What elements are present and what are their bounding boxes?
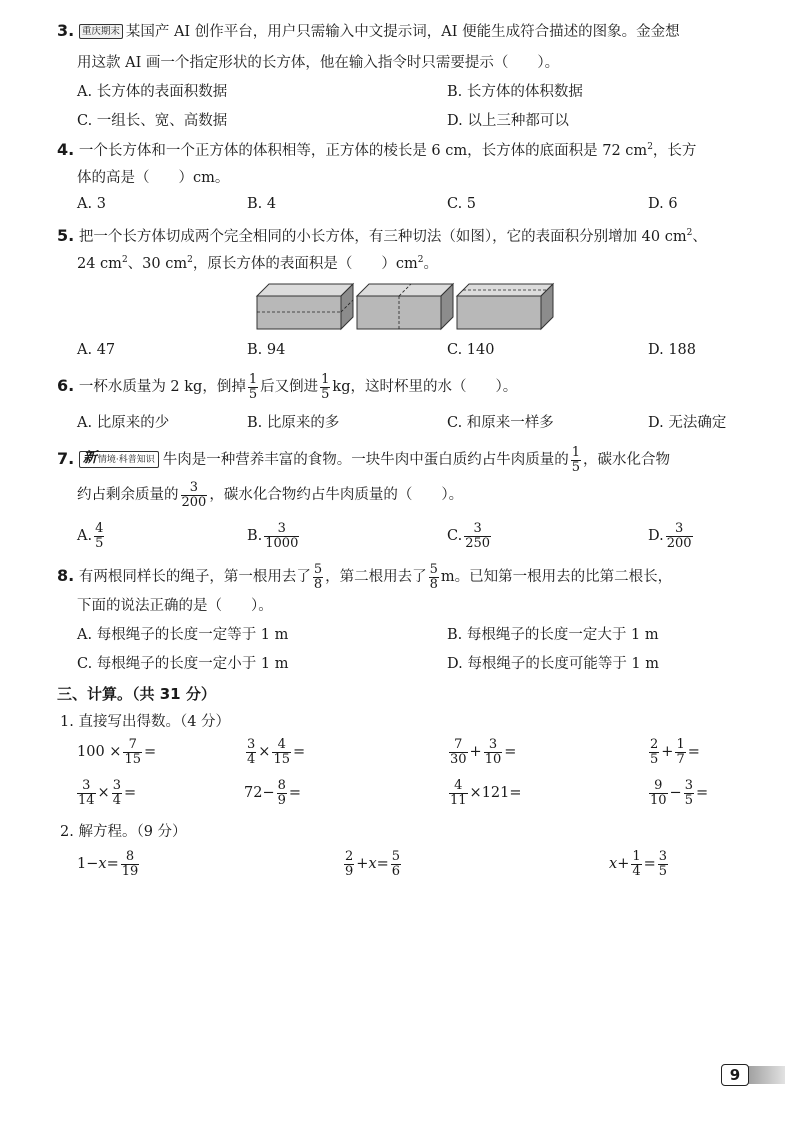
q4-option-a: A. 3 [77,196,106,212]
q7-option-c-label: C. [447,528,463,545]
q8-t2: ，第二根用去了 [325,569,427,586]
section3-sub1: 1. 直接写出得数。（4 分） [60,714,231,730]
calc-1-eq: = [143,744,157,761]
calc-5-frac-2 [112,779,122,807]
eq-3-frac-1 [631,850,641,878]
q7-option-a-fraction [94,522,104,550]
q7-option-d-fraction [666,522,693,550]
q5-cuboid-figure [255,282,555,332]
q8-line2: 下面的说法正确的是（ ）。 [77,598,273,614]
calc-3-d1: 30 [450,751,467,767]
q7-f1-den: 5 [571,459,580,475]
eq-3-n1: 1 [632,849,641,864]
q7-option-c [447,522,493,550]
q8-option-d: D. 每根绳子的长度可能等于 1 m [447,656,660,672]
equation-2 [342,850,403,878]
calc-5-n1: 3 [77,779,96,794]
q7-a-num: 4 [95,521,104,536]
calc-5 [75,779,136,807]
q6-f2-num: 1 [321,372,330,387]
calc-8-frac-2 [684,779,694,807]
box-horizontal-cut [257,284,353,329]
q8-option-b: B. 每根绳子的长度一定大于 1 m [447,627,659,643]
calc-6 [244,779,301,807]
q7-option-d-label: D. [648,528,664,545]
calc-5-d2: 4 [112,792,121,808]
q8-t3: m。已知第一根用去的比第二根长， [440,569,673,586]
q6-t1: 一杯水质量为 2 kg，倒掉 [78,379,246,396]
calc-3-frac-1 [449,738,468,766]
q3-option-c: C. 一组长、宽、高数据 [77,113,228,129]
eq-2-n1: 2 [345,849,354,864]
q5-sup-2: 2 [121,255,128,265]
q7-a-den: 5 [95,535,104,551]
calc-3-eq: = [504,744,517,761]
q5-sup-1: 2 [686,228,693,238]
q8-f1-num: 5 [313,562,323,577]
q5-line2 [77,252,438,273]
calc-6-pre: 72− [244,785,275,802]
calc-5-op: × [97,785,110,802]
q7-t3: 约占剩余质量的 [77,487,179,504]
q5-line2-c: ，原长方体的表面积是（ ）cm [192,256,418,272]
q5-option-a: A. 47 [77,342,116,358]
calc-3-n2: 3 [484,738,503,753]
q8-option-a: A. 每根绳子的长度一定等于 1 m [77,627,289,643]
eq-2-plus: + [356,856,369,873]
q4-number: 4. [57,140,75,159]
q6-option-c: C. 和原来一样多 [447,415,554,431]
q5-line2-end: 。 [423,256,438,272]
q7-t4: ，碳水化合物约占牛肉质量的（ ）。 [209,487,464,504]
q7-fraction-1 [571,446,581,474]
calc-6-frac [277,779,287,807]
eq-1-var: x [98,856,107,873]
eq-3-frac-2 [658,850,668,878]
box-side-cut [457,284,553,329]
q7-line2 [77,481,463,509]
calc-3-n1: 7 [449,738,468,753]
q8-fraction-2 [429,563,439,591]
q6-f1-den: 5 [248,386,258,402]
calc-4 [647,738,700,766]
q7-fraction-2 [181,481,208,509]
calc-7 [447,779,522,807]
q4-line2: 体的高是（ ）cm。 [77,170,230,186]
calc-2-frac-2 [272,738,291,766]
calc-2-op: × [258,744,271,761]
eq-1-n: 8 [121,850,140,865]
q6-fraction-1 [248,373,258,401]
calc-3 [447,738,516,766]
q7-b-num: 3 [264,522,299,537]
calc-8-frac-1 [649,779,668,807]
calc-7-post: ×121= [469,785,522,802]
calc-8-d2: 5 [684,792,693,808]
q5-number: 5. [57,226,75,245]
q8-f2-num: 5 [429,562,438,577]
calc-3-op: + [469,744,482,761]
eq-3-n2: 3 [658,849,668,864]
calc-4-op: + [661,744,674,761]
q5-option-d: D. 188 [648,342,697,358]
q7-option-c-fraction [464,522,491,550]
eq-3-d1: 4 [632,863,641,879]
eq-2-n2: 5 [391,849,401,864]
q5-sup-4: 2 [417,255,424,265]
q3-line2: 用这款 AI 画一个指定形状的长方体，他在输入指令时只需要提示（ ）。 [77,55,560,71]
calc-4-d2: 7 [676,751,685,767]
q8-t1: 有两根同样长的绳子，第一根用去了 [78,569,311,586]
calc-7-frac [449,779,468,807]
q7-option-a-label: A. [77,528,93,545]
calc-4-frac-1 [649,738,659,766]
calc-4-frac-2 [675,738,685,766]
calc-8-d1: 10 [650,792,667,808]
q5-sup-3: 2 [187,255,193,265]
calc-3-frac-2 [484,738,503,766]
calc-3-d2: 10 [484,751,502,767]
q4-option-d: D. 6 [648,196,678,212]
q8-number: 8. [57,566,75,586]
q8-fraction-1 [313,563,323,591]
q7-f2-den: 200 [181,494,207,510]
q3-option-d: D. 以上三种都可以 [447,113,569,129]
calc-8-n1: 9 [649,779,668,794]
eq-3-var: x [609,856,618,873]
q7-f1-num: 1 [571,445,580,460]
page-number-bar [745,1066,785,1084]
q4 [57,139,696,160]
q7-option-b-label: B. [247,528,263,545]
calc-4-eq: = [687,744,700,761]
calc-1 [77,738,156,766]
q5-option-b: B. 94 [247,342,286,358]
eq-3-d2: 5 [658,863,668,879]
section3-sub2: 2. 解方程。（9 分） [60,824,187,840]
q5-line2-a: 24 cm [77,256,122,272]
q5 [57,225,707,246]
q7-context-tag [79,451,159,468]
q3-option-a: A. 长方体的表面积数据 [77,84,228,100]
q6-option-d: D. 无法确定 [648,415,727,431]
q5-line1-end: 、 [692,229,707,245]
q4-line1-end: ，长方 [652,143,697,159]
q3-source-tag: 重庆期末 [79,24,123,39]
eq-2-d1: 9 [345,863,354,879]
page-number: 9 [721,1064,749,1086]
eq-2-frac-1 [344,850,354,878]
q7-tag-bold: 新 [82,450,97,467]
eq-3-plus: + [617,856,630,873]
q7-t2: ，碳水化合物 [582,452,670,469]
calc-1-n1: 7 [123,738,142,753]
equation-3 [609,850,670,878]
calc-1-d1: 15 [124,751,141,767]
calc-4-n2: 1 [676,737,685,752]
q7-tag-rest: 情境·科普知识 [97,455,155,466]
q7-t1: 牛肉是一种营养丰富的食物。一块牛肉中蛋白质约占牛肉质量的 [162,452,569,469]
eq-1-eq: = [106,856,119,873]
q6-t3: kg，这时杯里的水（ ）。 [332,379,518,396]
q8-f2-den: 8 [429,576,438,592]
calc-2 [244,738,305,766]
q8 [57,563,672,591]
q3 [57,20,680,41]
calc-8-n2: 3 [684,778,693,793]
calc-2-d1: 4 [247,751,256,767]
calc-2-n1: 3 [247,737,256,752]
calc-6-d1: 9 [277,792,286,808]
eq-2-d2: 6 [391,863,401,879]
q6-option-a: A. 比原来的少 [77,415,170,431]
eq-2-var: x [368,856,377,873]
q7-c-num: 3 [464,522,491,537]
q6-fraction-2 [320,373,330,401]
q8-option-c: C. 每根绳子的长度一定小于 1 m [77,656,289,672]
q7-option-b-fraction [264,522,299,550]
equation-1 [77,850,141,878]
calc-8 [647,779,708,807]
q4-line1: 一个长方体和一个正方体的体积相等，正方体的棱长是 6 cm，长方体的底面积是 72 cm [78,143,648,159]
calc-7-n1: 4 [449,779,468,794]
calc-1-pre: 100 × [77,744,122,761]
q6-option-b: B. 比原来的多 [247,415,340,431]
q3-line1: 某国产 AI 创作平台，用户只需输入中文提示词，AI 便能生成符合描述的图象。金金想 [125,24,680,40]
eq-2-eq: = [376,856,389,873]
q5-line1: 把一个长方体切成两个完全相同的小长方体，有三种切法（如图），它的表面积分别增加 40 cm [78,229,687,245]
calc-2-eq: = [292,744,306,761]
q7-d-den: 200 [666,535,692,551]
q4-sup: 2 [647,142,653,152]
q7-number: 7. [57,449,75,469]
q7-option-d [648,522,695,550]
eq-1-pre: 1− [77,856,99,873]
section3-title: 三、计算。（共 31 分） [57,685,216,703]
calc-2-frac-1 [246,738,256,766]
q7-d-num: 3 [666,522,693,537]
q6-f2-den: 5 [321,386,330,402]
calc-2-n2: 4 [272,738,291,753]
q6-f1-num: 1 [248,372,258,387]
eq-1-d: 19 [121,863,139,879]
calc-5-n2: 3 [112,778,121,793]
q7-c-den: 250 [465,535,491,551]
eq-2-frac-2 [391,850,401,878]
calc-7-d1: 11 [450,792,467,808]
q7-b-den: 1000 [265,535,299,551]
q4-option-c: C. 5 [447,196,477,212]
q7-option-a [77,522,106,550]
calc-4-d1: 5 [650,751,659,767]
q6-number: 6. [57,376,75,396]
calc-5-frac-1 [77,779,96,807]
q7-option-b [247,522,301,550]
calc-8-op: − [669,785,682,802]
calc-5-eq: = [123,785,137,802]
calc-2-d2: 15 [273,751,290,767]
q4-option-b: B. 4 [247,196,277,212]
q5-option-c: C. 140 [447,342,495,358]
q3-option-b: B. 长方体的体积数据 [447,84,583,100]
eq-3-eq: = [643,856,656,873]
q5-line2-b: 、30 cm [127,256,188,272]
calc-6-eq: = [288,785,302,802]
calc-1-frac [123,738,142,766]
calc-4-n1: 2 [650,737,659,752]
q3-number: 3. [57,21,75,40]
calc-8-eq: = [695,785,709,802]
q6 [57,373,517,401]
q8-f1-den: 8 [313,576,323,592]
eq-1-frac [121,850,140,878]
calc-6-n1: 8 [277,778,286,793]
box-vertical-cut [357,284,453,329]
q6-t2: 后又倒进 [260,379,319,396]
q7 [57,446,670,474]
calc-5-d1: 14 [78,792,95,808]
q7-f2-num: 3 [181,481,208,496]
